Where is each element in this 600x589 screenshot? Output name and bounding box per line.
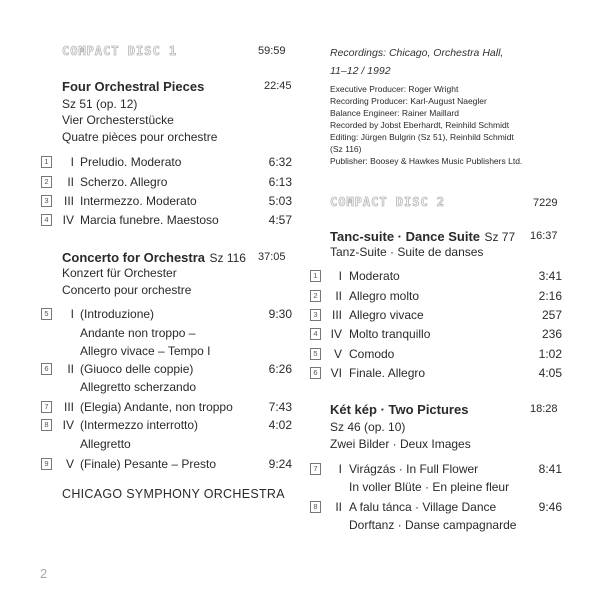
movement-numeral: I <box>338 462 342 476</box>
work-subtitle: Tanz-Suite · Suite de danses <box>330 245 484 259</box>
track-time: 4:57 <box>268 213 292 227</box>
track-time: 6:32 <box>268 155 292 169</box>
movement-numeral: II <box>335 500 342 514</box>
track-time: 6:26 <box>268 362 292 376</box>
track-time: 9:46 <box>538 500 562 514</box>
movement-numeral: VI <box>330 366 342 380</box>
work-title-main: Tanc-suite · Dance Suite <box>330 229 481 244</box>
orchestra-name: CHICAGO SYMPHONY ORCHESTRA <box>62 487 285 501</box>
track-number-box: 6 <box>310 367 321 379</box>
disc1-label: COMPACT DISC 1 <box>62 44 178 58</box>
work-catalog: Sz 116 <box>209 251 246 265</box>
work-subtitle: Zwei Bilder · Deux Images <box>330 437 471 451</box>
movement-title: Finale. Allegro <box>349 366 426 380</box>
disc1-total-time: 59:59 <box>258 45 286 57</box>
work-title <box>330 228 515 246</box>
track-number-box: 5 <box>310 348 321 360</box>
track-time: 4:05 <box>538 366 562 380</box>
credit-line: Publisher: Boosey & Hawkes Music Publishers Ltd. <box>330 156 523 166</box>
track-number-box: 2 <box>41 176 52 188</box>
track-time: 257 <box>541 308 562 322</box>
movement-title: Allegro molto <box>349 289 420 303</box>
movement-numeral: I <box>338 269 342 283</box>
movement-numeral: IV <box>62 418 74 432</box>
work-time: 37:05 <box>258 251 286 263</box>
track-number-box: 8 <box>310 501 321 513</box>
movement-title: (Introduzione) <box>80 307 155 321</box>
credit-line: Balance Engineer: Rainer Maillard <box>330 108 459 118</box>
movement-numeral: II <box>67 362 74 376</box>
movement-title: Preludio. Moderato <box>80 155 182 169</box>
track-number-box: 6 <box>41 363 52 375</box>
movement-numeral: I <box>70 155 74 169</box>
work-catalog: Sz 77 <box>484 230 516 244</box>
movement-title: Molto tranquillo <box>349 327 431 341</box>
track-number-box: 7 <box>41 401 52 413</box>
movement-title-line: In voller Blüte · En pleine fleur <box>349 480 510 494</box>
movement-title: Comodo <box>349 347 395 361</box>
movement-title-line: Allegretto <box>80 437 131 451</box>
movement-title: Marcia funebre. Maestoso <box>80 213 219 227</box>
work-subtitle: Konzert für Orchester <box>62 266 177 280</box>
disc2-label: COMPACT DISC 2 <box>330 195 446 209</box>
movement-title: (Finale) Pesante – Presto <box>80 457 217 471</box>
work-title: Four Orchestral Pieces <box>62 79 205 94</box>
credit-line: Executive Producer: Roger Wright <box>330 84 459 94</box>
movement-title: (Giuoco delle coppie) <box>80 362 194 376</box>
movement-title: Scherzo. Allegro <box>80 175 168 189</box>
disc2-total-time: 7229 <box>533 197 558 209</box>
credit-line: (Sz 116) <box>330 144 362 154</box>
movement-numeral: III <box>63 400 74 414</box>
track-number-box: 3 <box>310 309 321 321</box>
track-time: 9:24 <box>268 457 292 471</box>
work-subtitle: Quatre pièces pour orchestre <box>62 130 218 144</box>
work-time: 22:45 <box>264 80 292 92</box>
track-time: 4:02 <box>268 418 292 432</box>
track-number-box: 1 <box>310 270 321 282</box>
work-subtitle: Sz 51 (op. 12) <box>62 97 138 111</box>
work-title <box>62 249 246 267</box>
track-number-box: 1 <box>41 156 52 168</box>
track-time: 9:30 <box>268 307 292 321</box>
movement-title: Allegro vivace <box>349 308 424 322</box>
movement-numeral: III <box>63 194 74 208</box>
movement-numeral: V <box>333 347 342 361</box>
movement-numeral: II <box>335 289 342 303</box>
track-number-box: 4 <box>310 328 321 340</box>
movement-title: (Elegia) Andante, non troppo <box>80 400 233 414</box>
page-number: 2 <box>40 566 48 581</box>
track-time: 3:41 <box>538 269 562 283</box>
work-time: 16:37 <box>530 230 558 242</box>
movement-title: Intermezzo. Moderato <box>80 194 197 208</box>
track-time: 1:02 <box>538 347 562 361</box>
movement-numeral: IV <box>62 213 74 227</box>
track-number-box: 9 <box>41 458 52 470</box>
credit-line: Recording Producer: Karl-August Naegler <box>330 96 487 106</box>
movement-title: Moderato <box>349 269 400 283</box>
track-time: 6:13 <box>268 175 292 189</box>
credit-line: Editing: Jürgen Bulgrin (Sz 51), Reinhild Schmidt <box>330 132 514 142</box>
work-title: Két kép · Two Pictures <box>330 402 469 417</box>
track-number-box: 7 <box>310 463 321 475</box>
movement-title-line: Dorftanz · Danse campagnarde <box>349 518 517 532</box>
recording-info: Recordings: Chicago, Orchestra Hall, <box>330 47 504 59</box>
movement-numeral: I <box>70 307 74 321</box>
track-number-box: 5 <box>41 308 52 320</box>
work-subtitle: Sz 46 (op. 10) <box>330 420 406 434</box>
track-time: 236 <box>541 327 562 341</box>
movement-numeral: III <box>331 308 342 322</box>
work-subtitle: Concerto pour orchestre <box>62 283 192 297</box>
credit-line: Recorded by Jobst Eberhardt, Reinhild Schmidt <box>330 120 510 130</box>
track-number-box: 4 <box>41 214 52 226</box>
work-title-main: Concerto for Orchestra <box>62 250 206 265</box>
track-time: 5:03 <box>268 194 292 208</box>
movement-numeral: V <box>65 457 74 471</box>
movement-title-line: Andante non troppo – <box>80 326 196 340</box>
movement-title-line: Allegretto scherzando <box>80 380 197 394</box>
movement-title: Virágzás · In Full Flower <box>349 462 479 476</box>
movement-numeral: IV <box>330 327 342 341</box>
track-number-box: 3 <box>41 195 52 207</box>
recording-date: 11–12 / 1992 <box>330 65 391 77</box>
movement-numeral: II <box>67 175 74 189</box>
movement-title: (Intermezzo interrotto) <box>80 418 199 432</box>
track-number-box: 8 <box>41 419 52 431</box>
track-time: 8:41 <box>538 462 562 476</box>
track-time: 7:43 <box>268 400 292 414</box>
work-time: 18:28 <box>530 403 558 415</box>
track-time: 2:16 <box>538 289 562 303</box>
work-subtitle: Vier Orchesterstücke <box>62 113 174 127</box>
movement-title: A falu tánca · Village Dance <box>349 500 497 514</box>
track-number-box: 2 <box>310 290 321 302</box>
movement-title-line: Allegro vivace – Tempo I <box>80 344 211 358</box>
